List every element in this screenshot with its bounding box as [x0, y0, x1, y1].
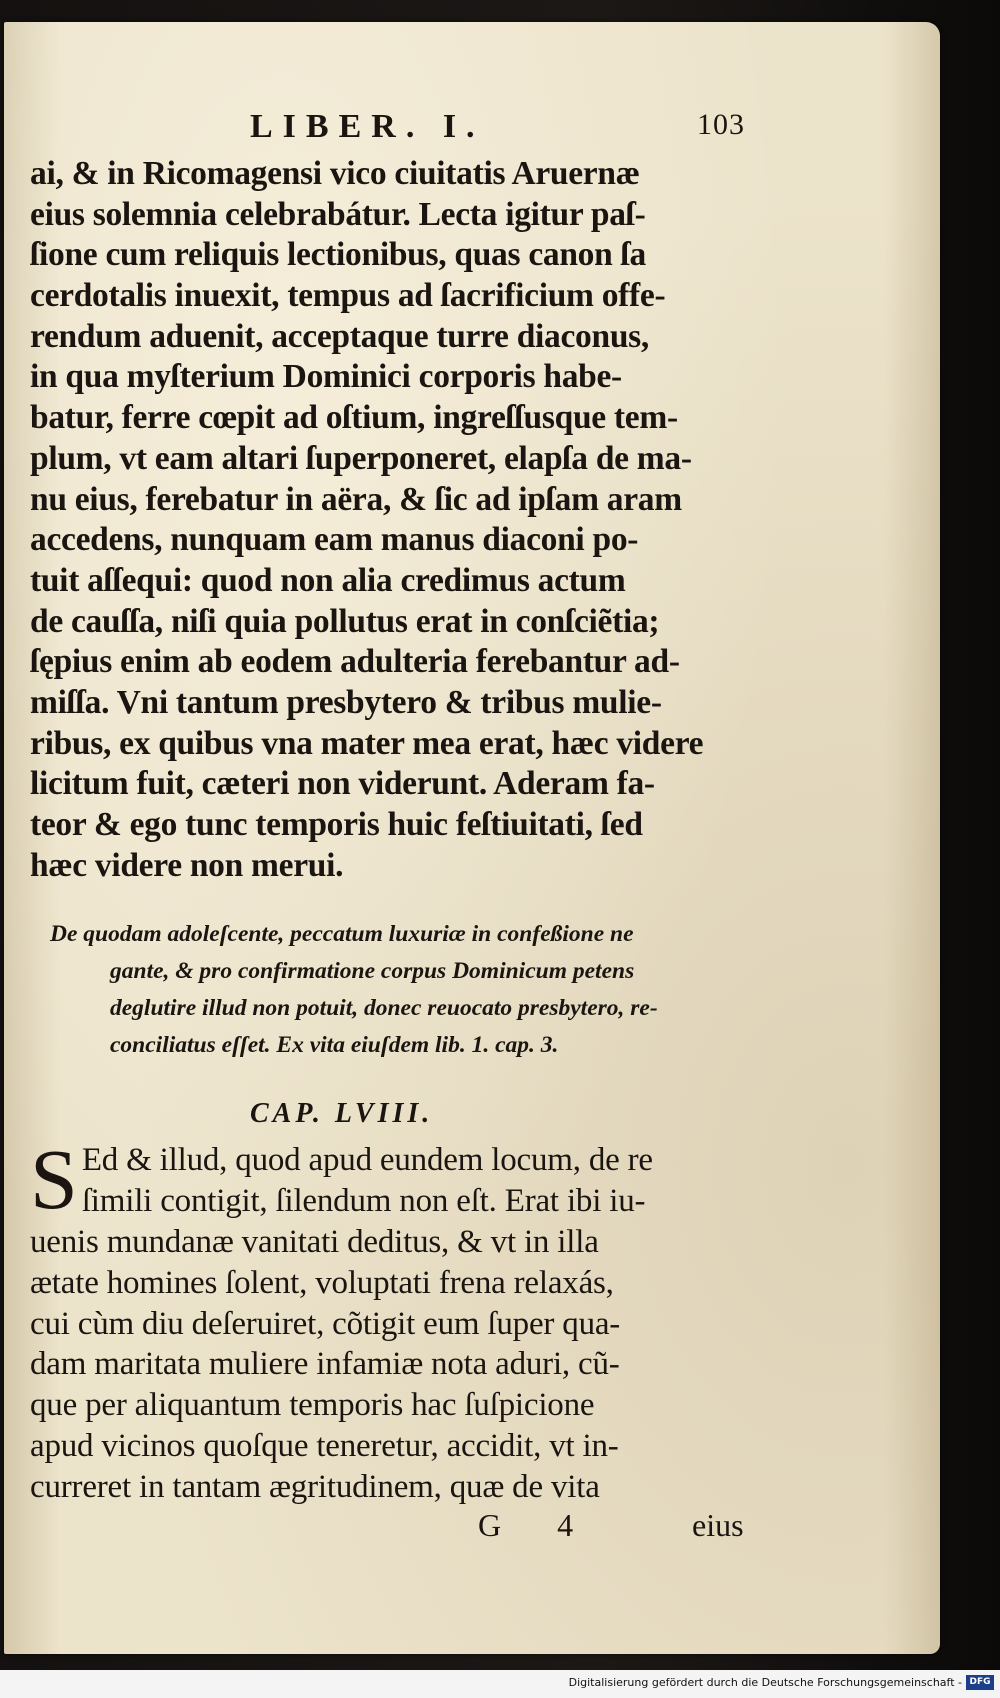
text-line: ribus, ex quibus vna mater mea erat, hæc videre	[30, 724, 704, 762]
text-line: hæc videre non merui.	[30, 846, 344, 884]
paragraph-2	[30, 1131, 770, 1507]
text-line: dam maritata muliere infamiæ nota aduri, cũ-	[30, 1346, 620, 1383]
drop-cap: S	[30, 1131, 78, 1228]
page-content	[30, 108, 770, 1547]
text-line: teor & ego tunc temporis huic feſtiuitati, ſed	[30, 806, 643, 843]
text-line: batur, ferre cœpit ad oſtium, ingreſſusque tem-	[30, 399, 678, 437]
summary-line: conciliatus eſſet. Ex vita eiuſdem lib. 1. cap. 3.	[110, 1032, 559, 1059]
text-line: ſimili contigit, ſilendum non eſt. Erat ibi iu-	[81, 1183, 646, 1220]
text-line: plum, vt eam altari ſuperponeret, elapſa de ma-	[30, 439, 692, 477]
summary-line: gante, & pro confirmatione corpus Dominicum petens	[110, 958, 635, 985]
text-line: uenis mundanæ vanitati deditus, & vt in illa	[30, 1224, 599, 1261]
funding-credit: Digitalisierung gefördert durch die Deutsche Forschungsgemeinschaft -	[568, 1676, 962, 1689]
signature-mark: G 4	[478, 1507, 598, 1544]
text-line: cerdotalis inuexit, tempus ad ſacrificium offe-	[30, 277, 666, 315]
text-line: accedens, nunquam eam manus diaconi po-	[30, 521, 639, 559]
text-line: ſione cum reliquis lectionibus, quas canon ſa	[30, 236, 646, 274]
book-page	[4, 22, 940, 1654]
text-line: miſſa. Vni tantum presbytero & tribus mulie-	[30, 683, 662, 721]
chapter-heading: CAP. LVIII.	[250, 1098, 434, 1130]
summary-line: deglutire illud non potuit, donec reuocato presbytero, re-	[110, 995, 658, 1022]
text-line: tuit aſſequi: quod non alia credimus actum	[30, 561, 626, 599]
text-line: ſępius enim ab eodem adulteria ferebantur ad-	[30, 643, 680, 681]
page-number: 103	[697, 108, 745, 141]
text-line: ætate homines ſolent, voluptati frena relaxás,	[30, 1265, 614, 1302]
text-line: in qua myſterium Dominici corporis habe-	[30, 358, 622, 396]
text-line: eius solemnia celebrabátur. Lecta igitur paſ-	[30, 195, 646, 233]
text-line: de cauſſa, niſi quia pollutus erat in conſciẽtia;	[30, 602, 660, 640]
text-line: rendum aduenit, acceptaque turre diaconus,	[30, 317, 649, 355]
text-line: licitum fuit, cæteri non viderunt. Aderam fa-	[30, 765, 655, 803]
text-line: nu eius, ferebatur in aëra, & ſic ad ipſam aram	[30, 480, 682, 518]
paragraph-1	[30, 154, 770, 886]
running-head	[30, 108, 745, 154]
text-line: que per aliquantum temporis hac ſuſpicione	[30, 1387, 595, 1424]
text-line: cui cùm diu deſeruiret, cõtigit eum ſuper qua-	[30, 1305, 621, 1342]
text-line: apud vicinos quoſque teneretur, accidit, vt in-	[30, 1427, 619, 1464]
summary-line: De quodam adoleſcente, peccatum luxuriæ in confeßione ne	[50, 921, 634, 948]
catchword: eius	[692, 1507, 744, 1544]
text-line: Ed & illud, quod apud eundem locum, de re	[81, 1142, 653, 1179]
page-foot	[30, 1507, 770, 1547]
chapter-summary	[50, 916, 770, 1064]
running-title: LIBER. I.	[250, 108, 485, 145]
dfg-logo: DFG	[966, 1675, 994, 1690]
footer-bar	[0, 1670, 1000, 1698]
text-line: ai, & in Ricomagensi vico ciuitatis Aruernæ	[30, 155, 640, 192]
text-line: curreret in tantam ægritudinem, quæ de vita	[30, 1468, 600, 1505]
